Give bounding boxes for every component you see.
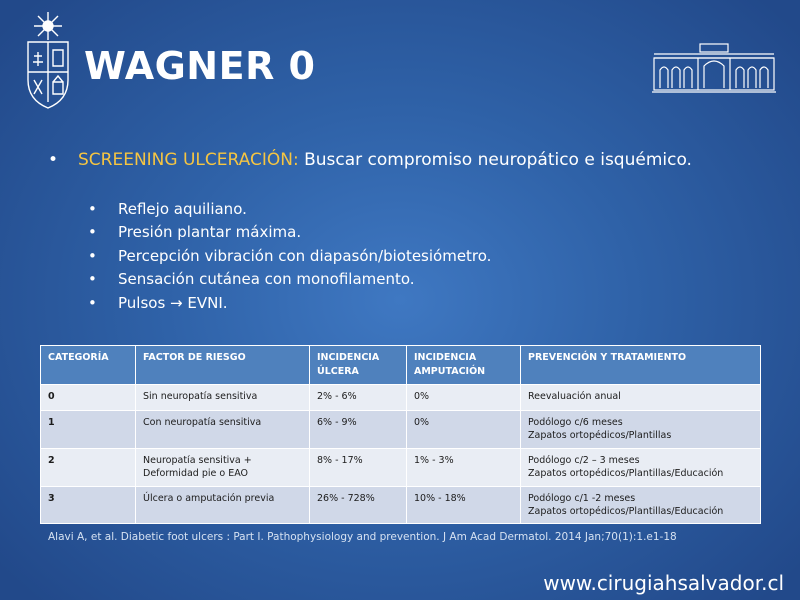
- list-item: • Sensación cutánea con monofilamento.: [88, 270, 415, 289]
- header-incidencia-amputacion: INCIDENCIA AMPUTACIÓN: [407, 346, 521, 385]
- bullet-dot: •: [48, 150, 59, 170]
- table-row: 0 Sin neuropatía sensitiva 2% - 6% 0% Reevaluación anual: [41, 385, 761, 411]
- list-item: • Presión plantar máxima.: [88, 223, 302, 242]
- table-header-row: [41, 346, 761, 385]
- table-row: 3 Úlcera o amputación previa 26% - 728% 10% - 18% Podólogo c/1 -2 meses Zapatos ortopédicos/Plantillas/Educación: [41, 487, 761, 524]
- main-bullet-lead: SCREENING ULCERACIÓN:: [78, 150, 299, 170]
- university-crest-icon: [24, 10, 72, 110]
- header-categoria: CATEGORÍA: [41, 346, 136, 385]
- header-incidencia-ulcera: INCIDENCIA ÚLCERA: [310, 346, 407, 385]
- risk-table: [40, 345, 760, 524]
- main-bullet: [48, 150, 692, 170]
- list-item: • Percepción vibración con diapasón/biotesiómetro.: [88, 246, 492, 265]
- header-factor-riesgo: FACTOR DE RIESGO: [136, 346, 310, 385]
- slide-title: WAGNER 0: [84, 44, 316, 88]
- table-row: 2 Neuropatía sensitiva + Deformidad pie o EAO 8% - 17% 1% - 3% Podólogo c/2 – 3 meses Zapatos ortopédicos/Plantillas/Educación: [41, 449, 761, 487]
- reference-citation: Alavi A, et al. Diabetic foot ulcers : Part I. Pathophysiology and prevention. J Am Acad Dermatol. 2014 Jan;70(1):1.e1-18: [48, 531, 677, 543]
- list-item: • Reflejo aquiliano.: [88, 200, 247, 218]
- table-row: 1 Con neuropatía sensitiva 6% - 9% 0% Podólogo c/6 meses Zapatos ortopédicos/Plantillas: [41, 411, 761, 449]
- list-item-pulsos: • Pulsos → EVNI.: [88, 293, 228, 312]
- hospital-building-icon: [652, 42, 776, 94]
- screening-list: [88, 198, 491, 315]
- main-bullet-text: Buscar compromiso neuropático e isquémico.: [298, 150, 692, 170]
- header-prevencion: PREVENCIÓN Y TRATAMIENTO: [521, 346, 761, 385]
- website-url: www.cirugiahsalvador.cl: [543, 571, 784, 595]
- arrow-right-icon: →: [170, 293, 183, 312]
